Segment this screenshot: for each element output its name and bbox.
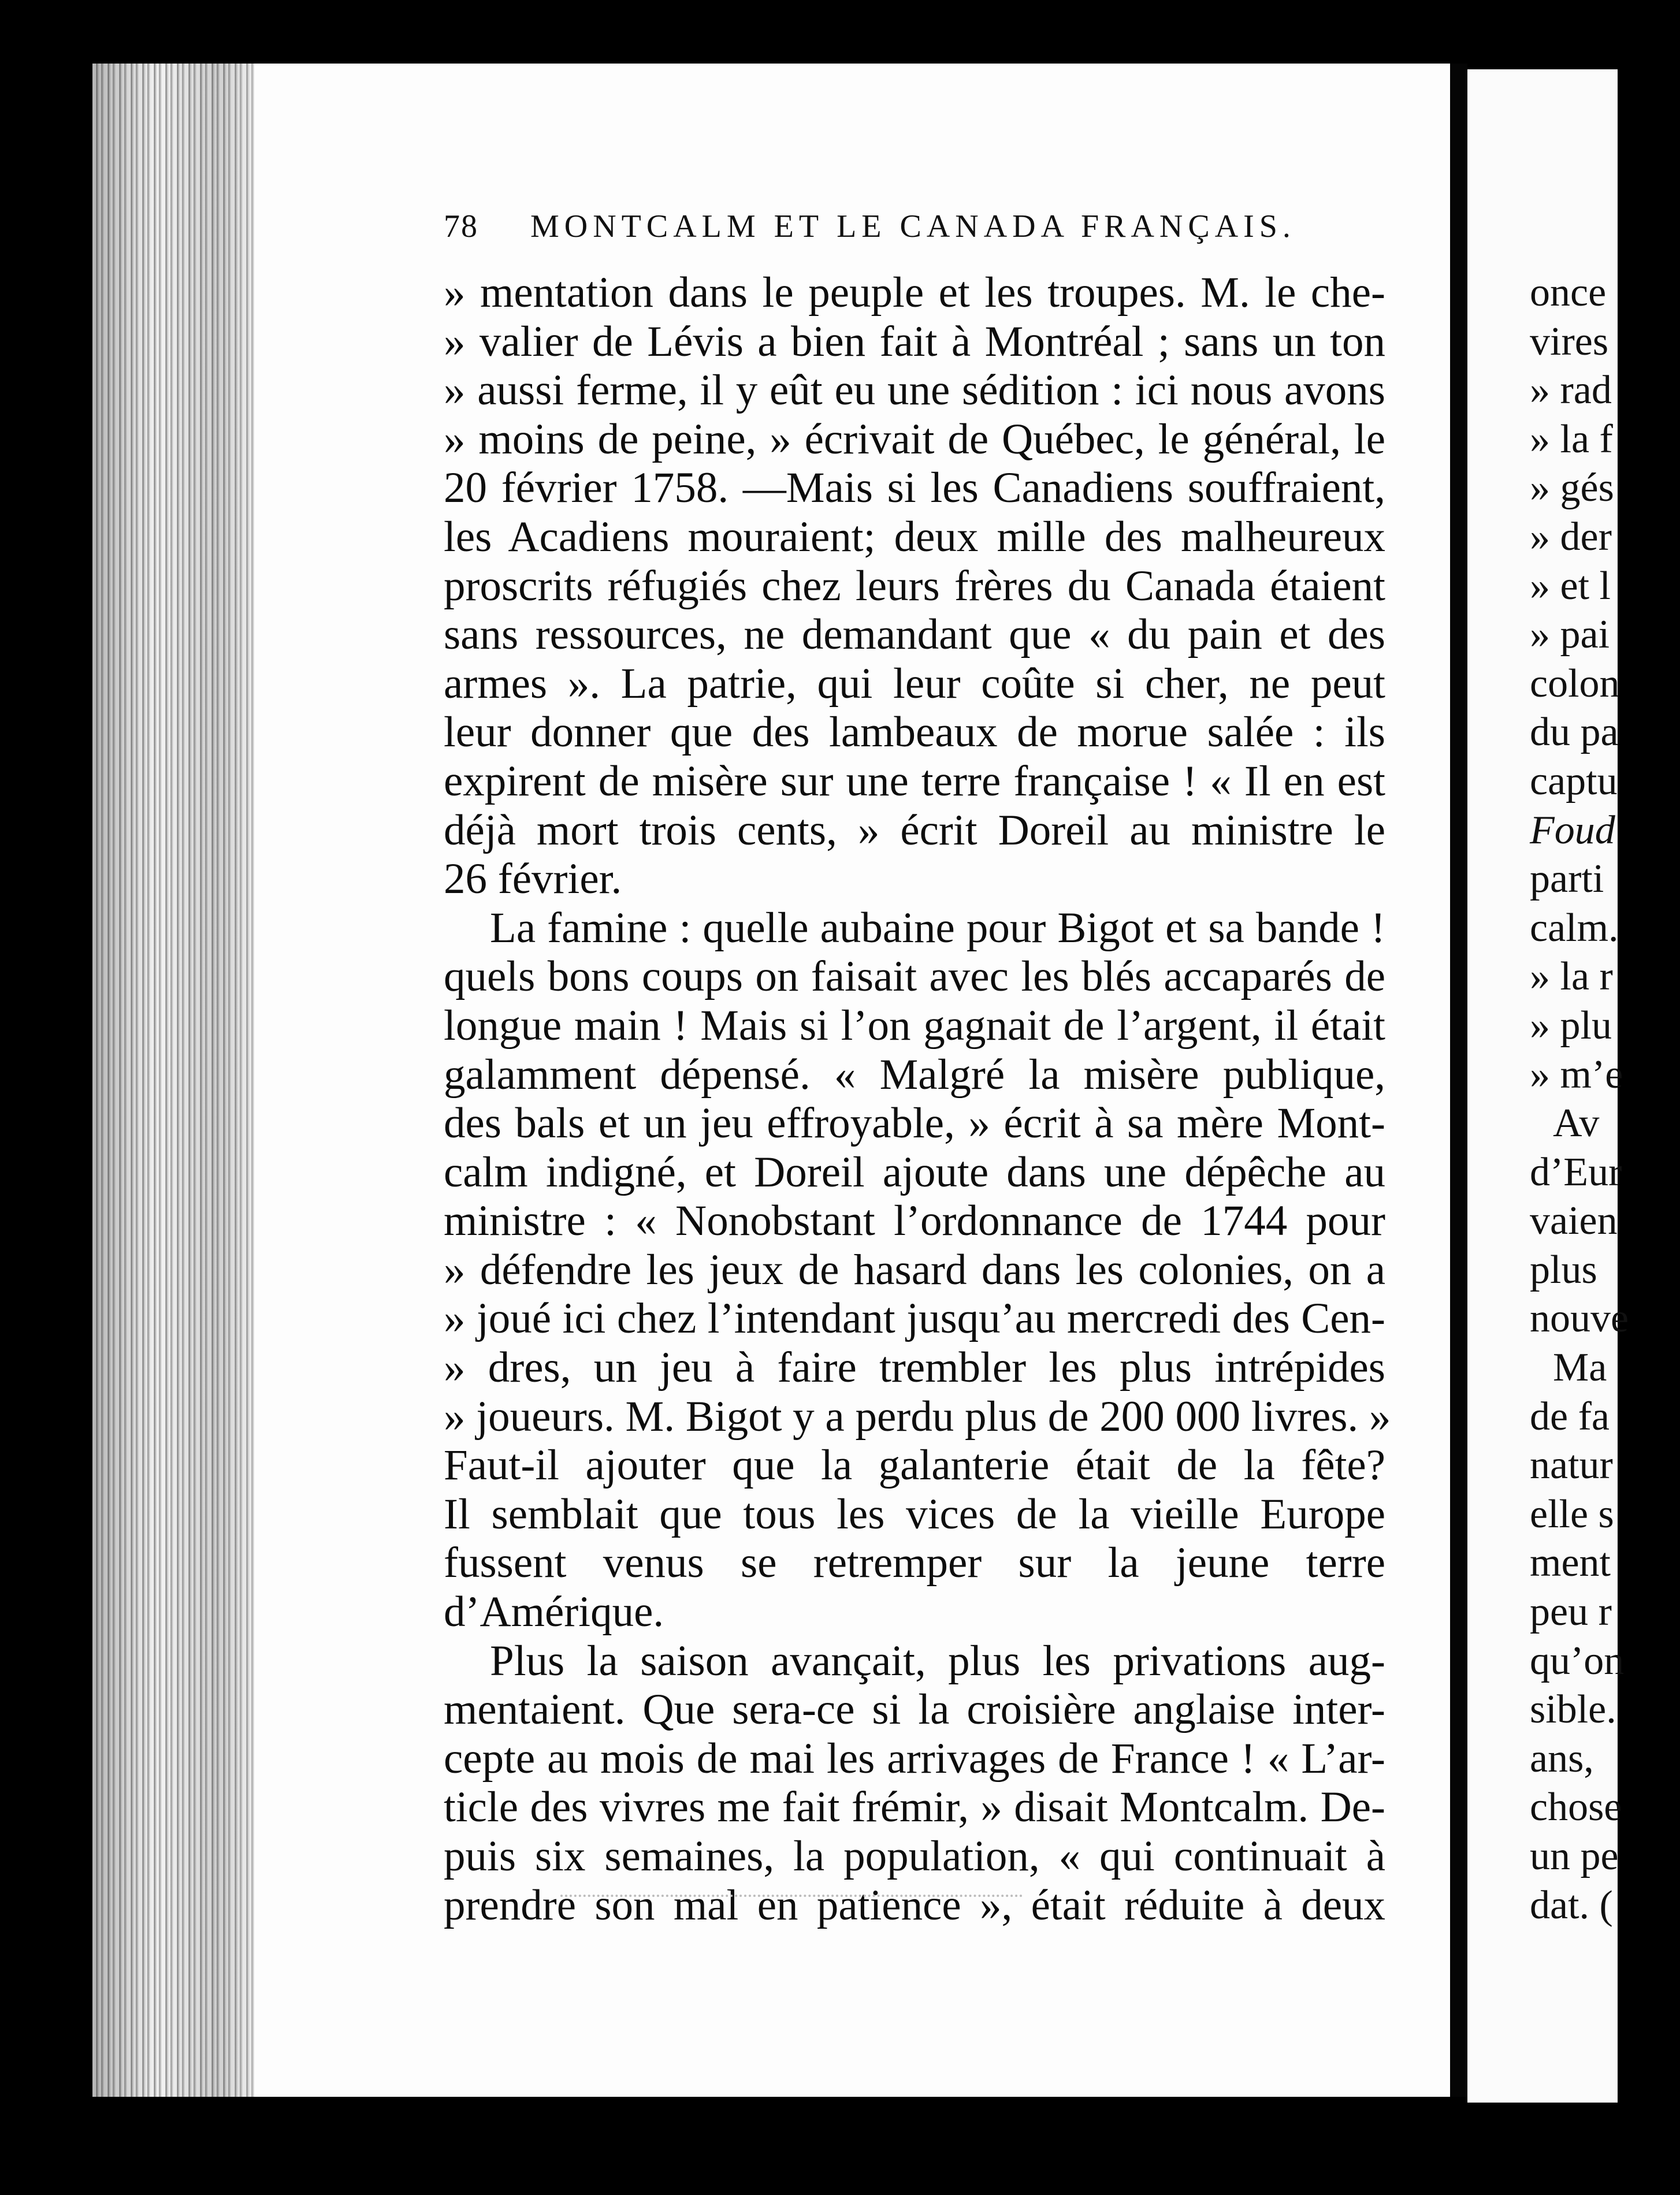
text-line: expirent de misère sur une terre française ! « Il en est bbox=[444, 757, 1385, 805]
right-page-text-line: » la f bbox=[1530, 416, 1613, 462]
page-edge-shadow bbox=[92, 64, 260, 2097]
text-line: fussent venus se retremper sur la jeune terre bbox=[444, 1539, 1385, 1587]
text-line: quels bons coups on faisait avec les blés accaparés de bbox=[444, 953, 1385, 1001]
right-page-text-line: Foud bbox=[1530, 808, 1615, 853]
text-line: longue main ! Mais si l’on gagnait de l’argent, il était bbox=[444, 1001, 1385, 1050]
text-line: galamment dépensé. « Malgré la misère publique, bbox=[444, 1050, 1385, 1099]
running-title: MONTCALM ET LE CANADA FRANÇAIS. bbox=[530, 209, 1296, 244]
right-page-text-line: qu’on bbox=[1530, 1638, 1625, 1683]
right-page-text-line: sible. bbox=[1530, 1687, 1616, 1732]
right-page-text-line: de fa bbox=[1530, 1394, 1610, 1439]
right-page-text-line: colon bbox=[1530, 661, 1620, 706]
right-page-text-line: ment bbox=[1530, 1541, 1611, 1586]
right-page-text-line: vires bbox=[1530, 319, 1609, 364]
text-line: des bals et un jeu effroyable, » écrit à sa mère Mont- bbox=[444, 1099, 1385, 1148]
text-line: 26 février. bbox=[444, 855, 622, 903]
left-page-body-text bbox=[444, 269, 1391, 1930]
right-page-text-line: captu bbox=[1530, 758, 1618, 803]
running-header bbox=[444, 208, 1296, 254]
text-line: ticle des vivres me fait frémir, » disait Montcalm. De- bbox=[444, 1783, 1385, 1832]
text-line: » moins de peine, » écrivait de Québec, le général, le bbox=[444, 415, 1385, 463]
right-page-text-line: du pa bbox=[1530, 710, 1619, 755]
right-page-text-line: » m’e bbox=[1530, 1052, 1623, 1097]
right-page-text-line: » rad bbox=[1530, 368, 1612, 413]
text-line: mentaient. Que sera-ce si la croisière anglaise inter- bbox=[444, 1686, 1385, 1734]
right-page-text-line: ans, bbox=[1530, 1736, 1594, 1781]
right-page-text-line: nouve bbox=[1530, 1296, 1629, 1341]
right-page-text-line: » der bbox=[1530, 514, 1612, 559]
text-line: proscrits réfugiés chez leurs frères du Canada étaient bbox=[444, 561, 1385, 610]
page-number: 78 bbox=[444, 209, 478, 244]
text-line: les Acadiens mouraient; deux mille des malheureux bbox=[444, 512, 1385, 561]
text-line: 20 février 1758. —Mais si les Canadiens souffraient, bbox=[444, 464, 1385, 512]
right-page-text-line: un pe bbox=[1530, 1834, 1619, 1878]
text-line: La famine : quelle aubaine pour Bigot et sa bande ! bbox=[490, 903, 1385, 952]
right-page-text-line: once bbox=[1530, 270, 1607, 315]
text-line: » aussi ferme, il y eût eu une sédition : ici nous avons bbox=[444, 366, 1385, 415]
right-page-text-line: » la r bbox=[1530, 954, 1613, 999]
right-page-text-line: d’Eur bbox=[1530, 1149, 1622, 1195]
text-line: Faut-il ajouter que la galanterie était de la fête? bbox=[444, 1441, 1385, 1490]
bottom-ornament-line bbox=[560, 1895, 1023, 1897]
text-line: leur donner que des lambeaux de morue salée : ils bbox=[444, 708, 1385, 757]
text-line: » joueurs. M. Bigot y a perdu plus de 200 000 livres. » bbox=[444, 1392, 1391, 1441]
text-line: ministre : « Nonobstant l’ordonnance de 1744 pour bbox=[444, 1197, 1385, 1245]
text-line: » joué ici chez l’intendant jusqu’au mercredi des Cen- bbox=[444, 1294, 1385, 1343]
right-page-text-line: peu r bbox=[1530, 1590, 1612, 1635]
book-gutter bbox=[1450, 64, 1467, 2097]
text-line: » dres, un jeu à faire trembler les plus intrépides bbox=[444, 1344, 1385, 1392]
text-line: cepte au mois de mai les arrivages de France ! « L’ar- bbox=[444, 1734, 1385, 1783]
text-line: d’Amérique. bbox=[444, 1588, 664, 1636]
right-page-text-line: » plu bbox=[1530, 1003, 1612, 1048]
right-page-text-line: elle s bbox=[1530, 1491, 1614, 1536]
text-line: Plus la saison avançait, plus les privations aug- bbox=[490, 1636, 1385, 1685]
text-line: armes ». La patrie, qui leur coûte si cher, ne peut bbox=[444, 659, 1385, 708]
right-page-text-line: » pai bbox=[1530, 612, 1610, 657]
right-page-text-line: calm. bbox=[1530, 905, 1619, 950]
right-page-text-line: chose bbox=[1530, 1785, 1622, 1830]
right-page-text-line: dat. ( bbox=[1530, 1883, 1613, 1928]
text-line: » mentation dans le peuple et les troupes. M. le che- bbox=[444, 269, 1385, 317]
text-line: Il semblait que tous les vices de la vieille Europe bbox=[444, 1490, 1385, 1538]
right-page-text-line: Ma bbox=[1553, 1345, 1607, 1390]
text-line: sans ressources, ne demandant que « du pain et des bbox=[444, 611, 1385, 659]
right-page-text-line: vaien bbox=[1530, 1199, 1618, 1244]
text-line: » valier de Lévis a bien fait à Montréal ; sans un ton bbox=[444, 317, 1385, 366]
right-page-text-line: » gés bbox=[1530, 466, 1614, 511]
right-page-text-line: natur bbox=[1530, 1443, 1613, 1488]
right-page-body-text bbox=[1530, 269, 1680, 1930]
right-page-text-line: parti bbox=[1530, 857, 1604, 902]
text-line: prendre son mal en patience », était réduite à deux bbox=[444, 1881, 1385, 1929]
right-page-text-line: » et l bbox=[1530, 563, 1611, 608]
text-line: puis six semaines, la population, « qui continuait à bbox=[444, 1832, 1385, 1880]
text-line: » défendre les jeux de hasard dans les colonies, on a bbox=[444, 1245, 1385, 1294]
text-line: calm indigné, et Doreil ajoute dans une dépêche au bbox=[444, 1148, 1385, 1196]
right-page-text-line: Av bbox=[1553, 1101, 1600, 1146]
text-line: déjà mort trois cents, » écrit Doreil au ministre le bbox=[444, 806, 1385, 854]
right-page-text-line: plus bbox=[1530, 1247, 1597, 1292]
